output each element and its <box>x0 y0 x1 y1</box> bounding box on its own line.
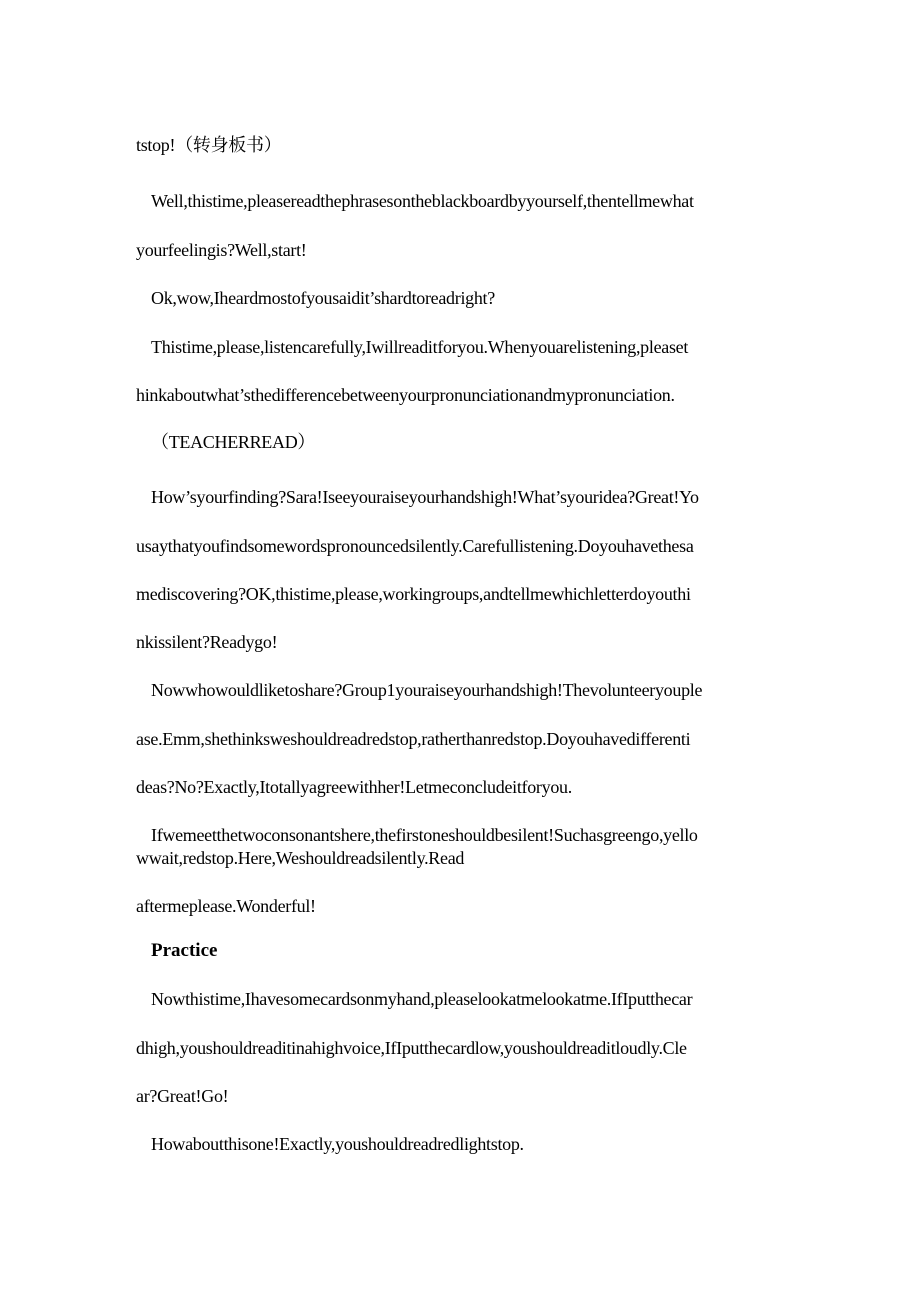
text-line: yourfeelingis?Well,start! <box>136 240 307 260</box>
text-line: aftermeplease.Wonderful! <box>136 896 316 916</box>
text-line: wwait,redstop.Here,Weshouldreadsilently.Read <box>136 848 465 868</box>
text-line: dhigh,youshouldreaditinahighvoice,IfIputthecardlow,youshouldreaditloudly.Cle <box>136 1038 687 1058</box>
text-line: mediscovering?OK,thistime,please,workingroups,andtellmewhichletterdoyouthi <box>136 584 691 604</box>
text-line: Thistime,please,listencarefully,Iwillreaditforyou.Whenyouarelistening,pleaset <box>151 337 689 357</box>
text-line: ar?Great!Go! <box>136 1086 229 1106</box>
text-line: Nowwhowouldliketoshare?Group1youraiseyourhandshigh!Thevolunteeryouple <box>151 680 703 700</box>
text-line: Ifwemeetthetwoconsonantshere,thefirstoneshouldbesilent!Suchasgreengo,yello <box>151 825 698 845</box>
text-line: ase.Emm,shethinksweshouldreadredstop,ratherthanredstop.Doyouhavedifferenti <box>136 729 691 749</box>
text-line: Well,thistime,pleasereadthephrasesontheblackboardbyyourself,thentellmewhat <box>151 191 694 211</box>
text-line: usaythatyoufindsomewordspronouncedsilently.Carefullistening.Doyouhavethesa <box>136 536 694 556</box>
text-line: Howaboutthisone!Exactly,youshouldreadredlightstop. <box>151 1134 524 1154</box>
text-line: How’syourfinding?Sara!Iseeyouraiseyourhandshigh!What’syouridea?Great!Yo <box>151 487 699 507</box>
text-line: Nowthistime,Ihavesomecardsonmyhand,pleaselookatmelookatme.IfIputthecar <box>151 989 693 1009</box>
text-line: deas?No?Exactly,Itotallyagreewithher!Letmeconcludeitforyou. <box>136 777 572 797</box>
text-line: nkissilent?Readygo! <box>136 632 278 652</box>
text-line: hinkaboutwhat’sthedifferencebetweenyourpronunciationandmypronunciation. <box>136 385 675 405</box>
text-line: （TEACHERREAD） <box>151 432 316 452</box>
section-heading: Practice <box>151 940 218 961</box>
text-line: tstop!（转身板书） <box>136 135 282 155</box>
text-line: Ok,wow,Iheardmostofyousaidit’shardtoreadright? <box>151 288 495 308</box>
